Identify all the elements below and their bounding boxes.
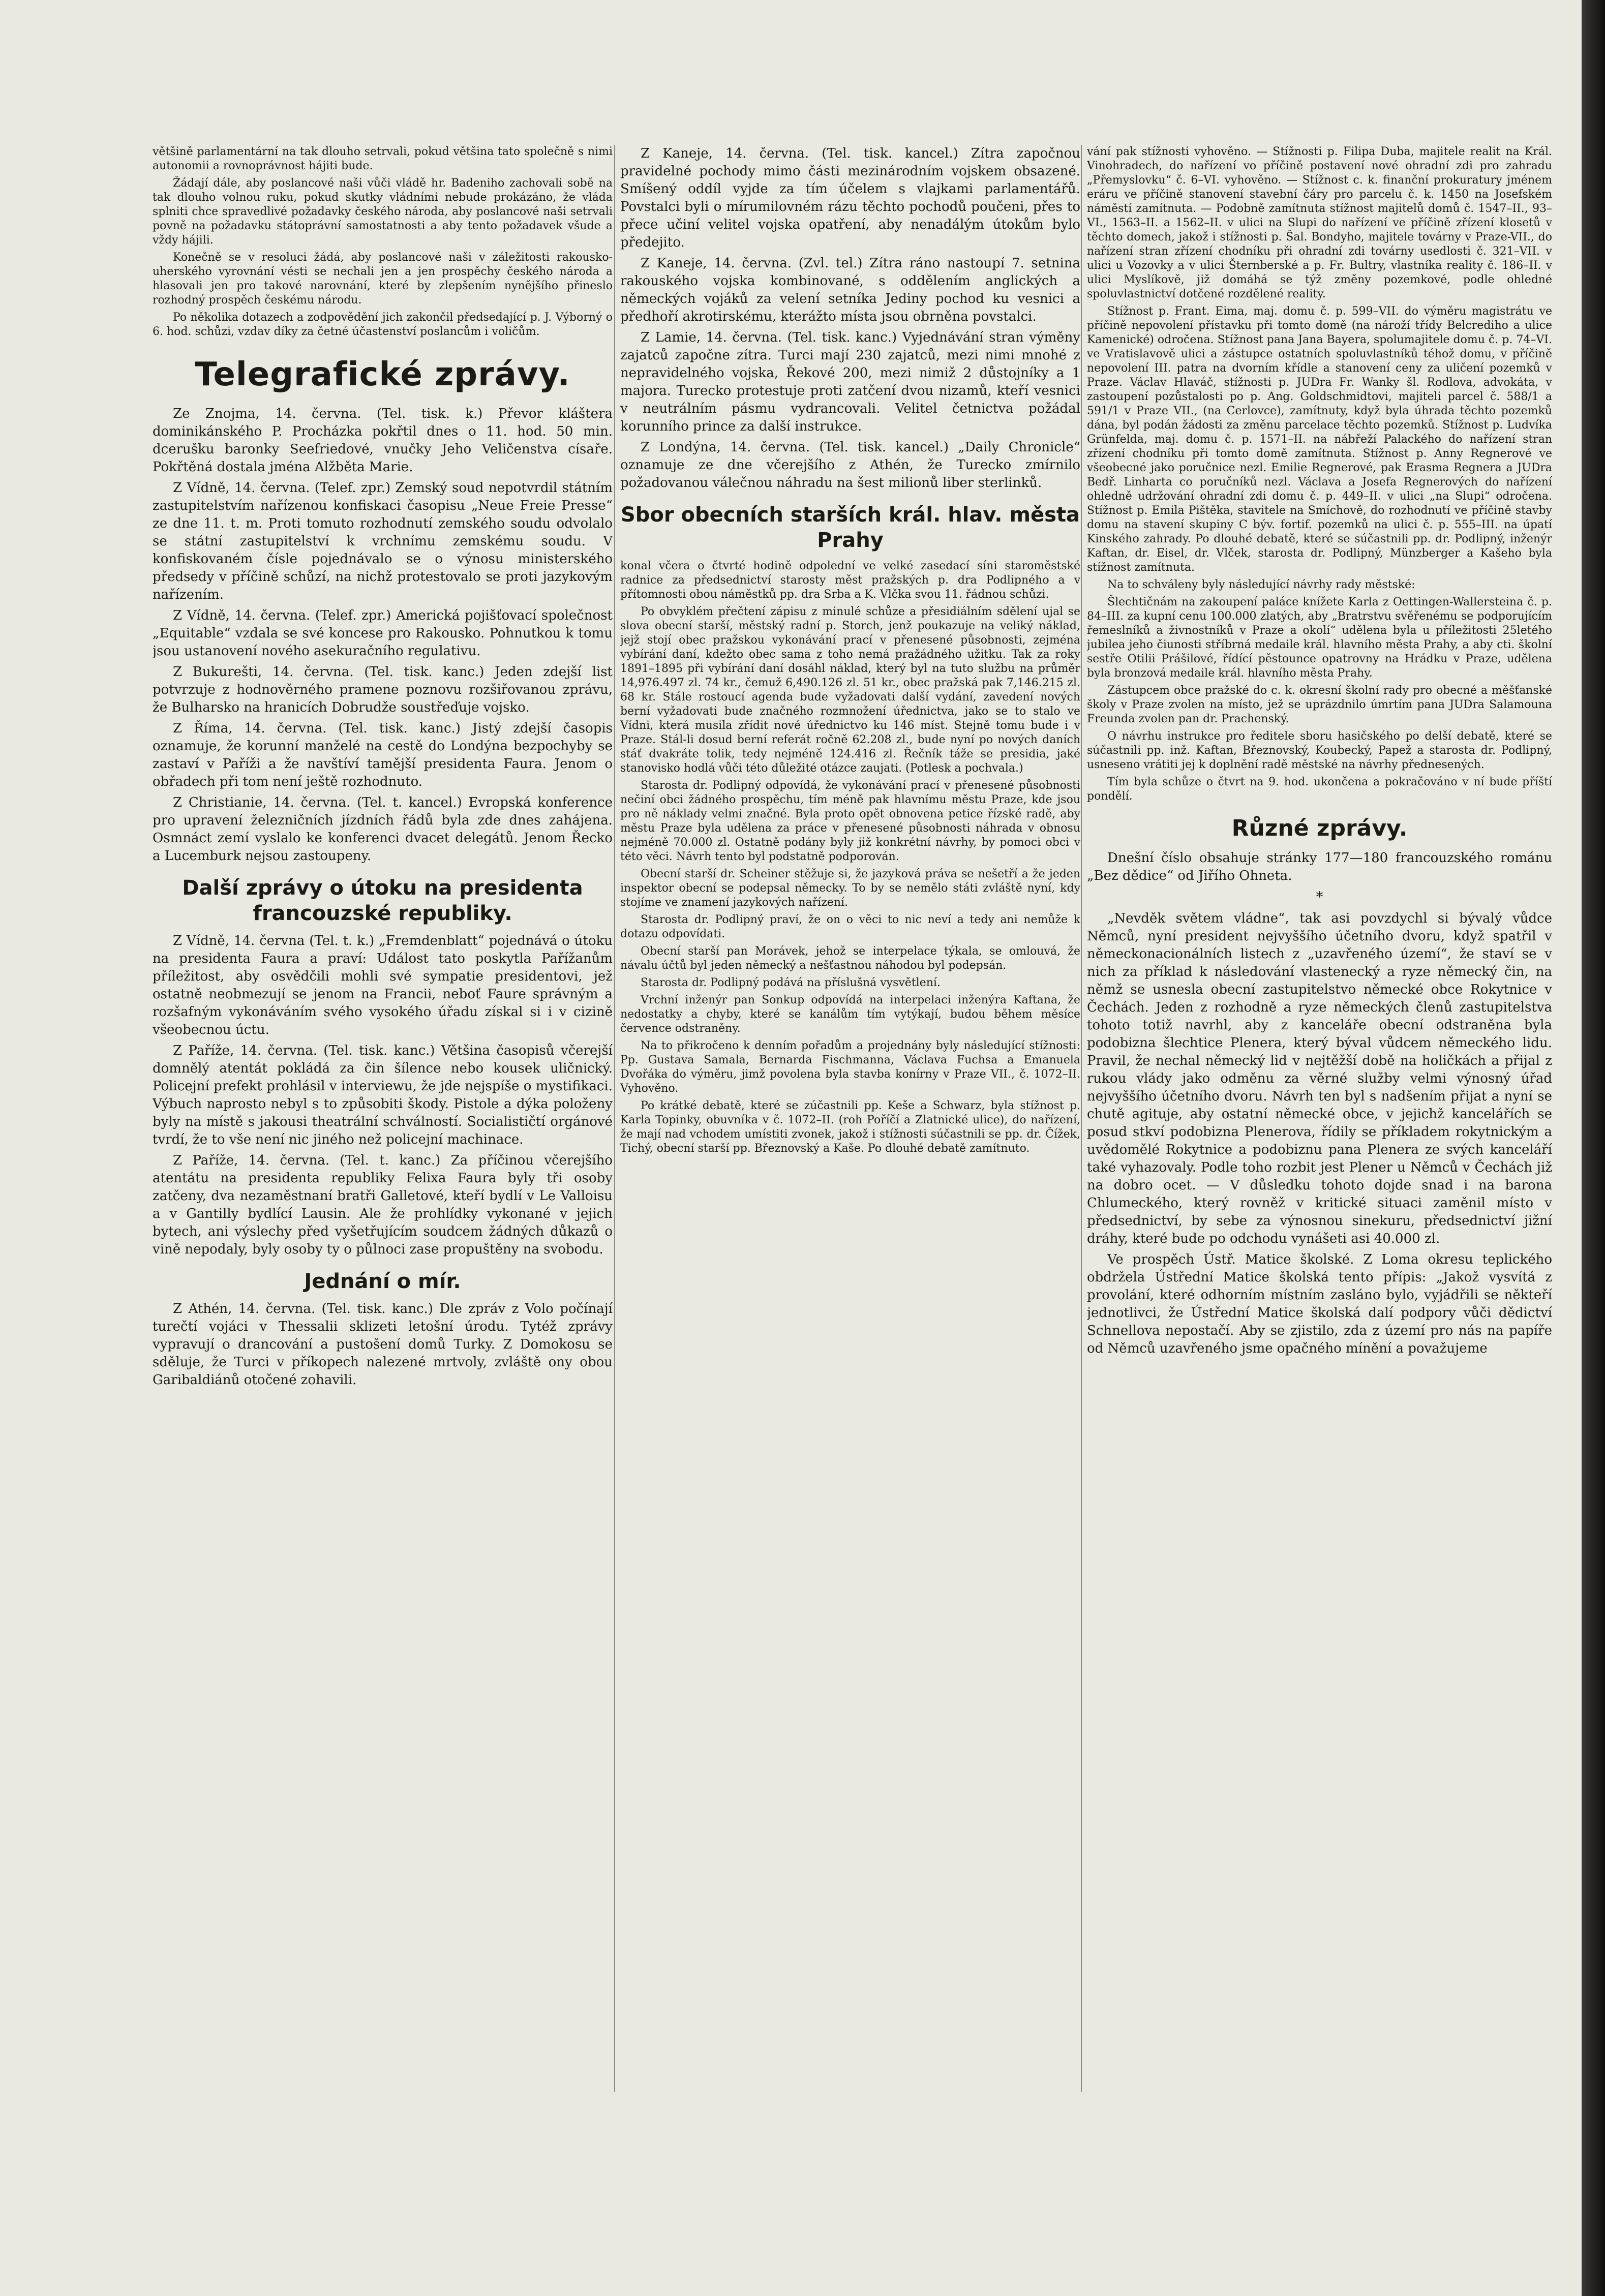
council-paragraph: Po obvyklém přečtení zápisu z minulé schůze a přesidiálním sdělení ujal se slova obecní starší, městský radní p. Storch, jenž poukazuje na veliký náklad, jejž stojí obec pražskou vykonávání prací v přenesené působnosti, zejména vybírání daní, kdežto obec sama z toho nemá pražádného užitku. Tak za roky 1891–1895 při vybírání daní dosáhl náklad, který byl na tuto službu na průměr 14,976.497 zl. 74 kr., čemuž 6,490.126 zl. 51 kr., obec pražská pak 7,146.215 zl. 68 kr. Stále rostoucí agenda bude vyžadovati další vydání, zavedení nových berní vyžadovati bude značného rozmnožení úřednictva, jako se to stalo ve Vídni, která musila zřídit nové úřednictvo ku 146 míst. Stejně tomu bude i v Praze. Stál-li dosud berní referát ročně 62.208 zl., bude nyní po nových daních stáť dvakráte tolik, tedy nejméně 124.416 zl. Řečník táže se presidia, jaké stanovisko hodlá vůči této důležité otázce zaujati. (Potlesk a pochvala.) bbox=[620, 605, 1080, 775]
council-paragraph: Na to přikročeno k denním pořadům a projednány byly následující stížnosti: Pp. Gustava Samala, Bernarda Fischmanna, Václava Fuchsa a Emanuela Dvořáka do výměru, jimž povolena byla stavba konírny v Praze VII., č. 1072–II. Vyhověno. bbox=[620, 1039, 1080, 1095]
news-item: Z Vídně, 14. června (Tel. t. k.) „Fremdenblatt“ pojednává o útoku na presidenta Faura a praví: Událost tato poskytla Pařížanům příležitost, aby osvědčili mohli své sympatie presidentovi, jež ostatně neobmezují se jenom na Francii, neboť Faure správným a rozšafným vykonáváním svého vysokého úřadu získal si i v cizině všeobecnou úctu. bbox=[153, 933, 613, 1037]
council-paragraph: Šlechtičnám na zakoupení paláce knížete Karla z Oettingen-Wallersteina č. p. 84–III. za kupní cenu 100.000 zlatých, aby „Bratrstvu svěřenému se podporujícím řemeslníků a živnostníků v Praze a okolí“ udělena byla u příležitosti 25letého jubilea jeho čiunosti stříbrná medaile král. hlavního města Prahy, a aby cti. školní sestře Otilii Prášilové, řídící pěstounce opatrovny na Hrádku v Praze, udělena byla bronzová medaile král. hlavního města Prahy. bbox=[1087, 596, 1552, 680]
council-paragraph: Starosta dr. Podlipný podává na příslušná vysvětlení. bbox=[641, 976, 941, 989]
council-paragraph: Starosta dr. Podlipný odpovídá, že vykonávání prací v přenesené působnosti nečiní obci žádného prospěchu, tím méně pak hlavnímu městu Praze, kde jsou pro ně náklady velmi značné. Byla proto opět obnovena petice řízské radě, aby městu Praze byla udělena za práce v přenesené působnosti náhrada v obnosu nejméně 70.000 zl. Ostatně podány byly již konkrétní návrhy, by pomoci obci v této věci. Návrh tento byl podstatně podporován. bbox=[620, 779, 1080, 863]
intro-paragraph: Žádají dále, aby poslancové naši vůči vládě hr. Badeniho zachovali sobě na tak dlouho volnou ruku, pokud skutky vládními nebude prokázáno, že vláda splniti chce spravedlivé požadavky českého národa, aby poslancové naši setrvali povně na požadavku státoprávní samostatnosti a aby tento požadavek všude a vždy hájili. bbox=[153, 177, 613, 247]
news-item: Ze Znojma, 14. června. (Tel. tisk. k.) Převor kláštera dominikánského P. Procházka pokřtil dnes o 11. hod. 50 min. dcerušku baronky Seefriedové, vnučky Jeho Veličenstva císaře. Pokřtěná dostala jména Alžběta Marie. bbox=[153, 406, 613, 475]
news-item: Z Kaneje, 14. června. (Zvl. tel.) Zítra ráno nastoupí 7. setnina rakouského vojska kombinované, s oddělením anglických a německých vojáků za velení setníka Jediny pochod ku vesnici a předhoří akrotirskému, kterážto místa jsou obrněna povstalci. bbox=[620, 256, 1080, 324]
council-paragraph: Po krátké debatě, které se zúčastnili pp. Keše a Schwarz, byla stížnost p. Karla Topinky, obuvníka v č. 1072–II. (roh Poříčí a Zlatnické ulice), do nařízení, že mají nad vchodem umístiti zvonek, jakož i stížnosti súčastnili se pp. dr. Čížek, Tichý, obecní starší pp. Březnovský a Kaše. Po dlouhé debatě zamítnuto. bbox=[620, 1099, 1080, 1155]
news-item: Z Vídně, 14. června. (Telef. zpr.) Americká pojišťovací společnost „Equitable“ vzdala se své koncese pro Rakousko. Pohnutkou k tomu jsou ustanovení nového asekuračního regulativu. bbox=[153, 608, 613, 659]
council-paragraph: Stížnost p. Frant. Eima, maj. domu č. p. 599–VII. do výměru magistrátu ve příčině nepovolení přístavku při tomto domě (na nároží třídy Belcrediho a ulice Kamenické) odročena. Stížnost pana Jana Bayera, spolumajitele domu č. p. 74–VI. ve Vratislavově ulici a zástupce ostatních spoluvlastníků téhož domu, v příčině nepovolení III. patra na dvorním křídle a stanovení ceny za uličení pozemků v Praze. Václav Hlaváč, stížnosti p. JUDra Fr. Wanky šl. Rodlova, advokáta, v zastoupení pozůstalosti po p. Ang. Goldschmidtovi, majiteli parcel č. 588/1 a 591/1 v Praze VII., (na Cerlovce), zamítnuty, když byla úhrada těchto pozemků dána, byl podán žádosti za změnu parcelace těchto pozemků. Stížnost p. Ludvíka Grünfelda, maj. domu č. p. 1571–II. na nábřeží Palackého do nařízení stran zřízení chodníku při tomto domě zamítnuta. Stížnost p. Anny Regnerové ve všeobecné jako poručnice nezl. Emilie Regnerové, pak Erasma Regnera a JUDra Bedř. Linharta co poručníků nezl. Václava a Josefa Regnerových do nařízení ohledně udržování ohradní zdi domu č. p. 449–II. v ulici „na Slupi“ odročena. Stížnost p. Emila Pištěka, stavitele na Smíchově, do rozhodnutí ve příčině stavby domu na stavení skupiny C býv. fortif. pozemků na ulici č. p. 555–III. na úpatí Kinského zahrady. Po dlouhé debatě, které se súčastnili pp. dr. Podlipný, inženýr Kaftan, dr. Eisel, dr. Vlček, starosta dr. Podlipný, Münzberger a Kašeho byla stížnost zamítnuta. bbox=[1087, 305, 1552, 574]
news-item: Z Lamie, 14. června. (Tel. tisk. kanc.) Vyjednávání stran výměny zajatců započne zítra. Turci mají 230 zajatců, mezi nimi mnohé z nepravidelného vojska, Řekové 200, mezi nimiž 2 důstojníky a 1 majora. Turecko protestuje proti zatčení dvou nizamů, kteří vesnici v neutrálním pásmu vydrancovali. Velitel četnictva požádal korunního prince za další instrukce. bbox=[620, 330, 1080, 434]
council-paragraph: Zástupcem obce pražské do c. k. okresní školní rady pro obecné a měšťanské školy v Praze zvolen na místo, jež se uprázdnilo úmrtím pana JUDra Salamouna Freunda zvolen pan dr. Prachenský. bbox=[1087, 684, 1552, 725]
news-item: Z Londýna, 14. června. (Tel. tisk. kancel.) „Daily Chronicle“ oznamuje ze dne včerejšího z Athén, že Turecko zmírnilo požadovanou válečnou náhradu na šest milionů liber sterlinků. bbox=[620, 440, 1080, 491]
intro-paragraph: Po několika dotazech a zodpovědění jich zakončil předsedající p. J. Výborný o 6. hod. schůzi, vzdav díky za četné účastenství poslancům i voličům. bbox=[153, 311, 613, 338]
news-item: Dnešní číslo obsahuje stránky 177—180 francouzského románu „Bez dědice“ od Jiřího Ohneta. bbox=[1087, 850, 1552, 883]
section-title-various: Různé zprávy. bbox=[1231, 815, 1408, 841]
news-item: Z Vídně, 14. června. (Telef. zpr.) Zemský soud nepotvrdil státním zastupitelstvím nařízenou konfiskaci časopisu „Neue Freie Presse“ ze dne 11. t. m. Proti tomuto rozhodnutí zemského soudu odvolalo se státní zastupitelství k vrchnímu zemskému soudu. V konfiskovaném čísle pojednávalo se o výnosu ministerského předsedy v příčině schůzí, na nichž protestovalo se proti jazykovým nařízením. bbox=[153, 480, 613, 602]
column-1 bbox=[153, 145, 613, 2092]
news-item: Z Bukurešti, 14. června. (Tel. tisk. kanc.) Jeden zdejší list potvrzuje z hodnověrného pramene poznovu rozšiřovanou zprávu, že Bulharsko na hranicích Dobrudže soustřeďuje vojsko. bbox=[153, 664, 613, 715]
column-rule-2 bbox=[1081, 145, 1082, 2092]
news-item: Z Athén, 14. června. (Tel. tisk. kanc.) Dle zpráv z Volo počínají turečtí vojáci v Thessalii sklizeti letošní úrodu. Tytéž zprávy vypravují o drancování a pustošení domů Turky. Z Domokosu se sděluje, že Turci v příkopech nalezené mrtvoly, zvláště ony obou Garibaldiánů otočené zohavili. bbox=[153, 1301, 613, 1388]
council-paragraph: Vrchní inženýr pan Sonkup odpovídá na interpelaci inženýra Kaftana, že nedostatky a chyby, které se kanálům tím vytýkají, budou během měsíce července odstraněny. bbox=[620, 994, 1080, 1035]
council-paragraph: Na to schváleny byly následující návrhy rady městské: bbox=[1107, 578, 1415, 591]
news-item: Z Paříže, 14. června. (Tel. t. kanc.) Za příčinou včerejšího atentátu na presidenta republiky Felixa Faura byly tři osoby zatčeny, dva nezaměstnaní bratři Galletové, kteří bydlí v Le Valloisu a v Gantilly bydlící Lausin. Ale že prohlídky vykonané v jejich bytech, ani výslechy před vyšetřujícím soudcem žádných důkazů o vině nepodaly, byly osoby ty o půlnoci zase propuštěny na svobodu. bbox=[153, 1153, 613, 1257]
news-item: Z Christianie, 14. června. (Tel. t. kancel.) Evropská konference pro upravení železničních jízdních řádů byla zde dnes zahájena. Osmnáct zemí vyslalo ke konferenci dvacet delegátů. Jenom Řecko a Lucemburk nejsou zastoupeny. bbox=[153, 795, 613, 864]
council-paragraph: Obecní starší pan Morávek, jehož se interpelace týkala, se omlouvá, že návalu účtů byl jeden německý a nešťastnou náhodou byl podepsán. bbox=[620, 945, 1080, 972]
section-title-attack: Další zprávy o útoku na presidenta francouzské republiky. bbox=[182, 876, 583, 925]
column-3 bbox=[1087, 145, 1552, 2092]
council-paragraph: O návrhu instrukce pro ředitele sboru hasičského po delší debatě, které se súčastnili pp. inž. Kaftan, Březnovský, Koubecký, Papež a starosta dr. Podlipný, usneseno vrátiti jej k doplnění radě městské na návrhy přednesených. bbox=[1087, 730, 1552, 771]
news-item: „Nevděk světem vládne“, tak asi povzdychl si bývalý vůdce Němců, nyní president nejvyššího účetního dvoru, když spatřil v německonacionálních listech z „uzavřeného území“, že staví se v nich za příklad k následování vlastenecký a ryze německý čin, na němž se usnesla obecní zastupitelstvo německé obce Rokytnice v Čechách. Jeden z rozhodně a ryze německých členů zastupitelstva tohoto totiž navrhl, aby z kanceláře obecní odstraněna byla podobizna šlechtice Plenera, který býval vůdcem německého lidu. Pravil, že nechal německý lid v nejtěžší době na holičkách a přijal z rukou vlády jako odměnu za věrné služby velmi výnosný úřad nejvyššího účetního dvoru. Návrh ten byl s nadšením přijat a nyní se chutě agituje, aby ostatní německé obce, v jejichž kancelářích se posud stkví podobizna Plenerova, řídily se příkladem rokytnickým a uvědomělé Rokytnice a podobiznu pana Plenera ze svých kanceláří také vyhazovaly. Podle toho rozbit jest Plener u Němců v Čechách již na dobro ocet. — V důsledku tohoto dojde snad i na barona Chlumeckého, který rovněž v kritické situaci zaměnil místo v předsednictví, by sebe za výnosnou sinekuru, předsednictví jižní dráhy, které bude po odchodu vynášeti asi 40.000 zl. bbox=[1087, 911, 1552, 1246]
council-paragraph: Starosta dr. Podlipný praví, že on o věci to nic neví a tedy ani nemůže k dotazu odpovídati. bbox=[620, 913, 1080, 940]
column-rule-1 bbox=[614, 145, 615, 2092]
section-title-council: Sbor obecních starších král. hlav. města Prahy bbox=[620, 503, 1080, 552]
news-item: Z Paříže, 14. června. (Tel. tisk. kanc.) Většina časopisů včerejší domnělý atentát pokládá za čin šílence nebo kousek uličnický. Policejní prefekt prohlásil v interviewu, že jde nejspíše o mystifikaci. Výbuch naprosto nebyl s to způsobiti škody. Pistole a dýka položeny byly na místě s jakousi theatrální schválností. Socialističtí orgánové tvrdí, že to vše není nic jiného než policejní machinace. bbox=[153, 1043, 613, 1147]
separator-star: * bbox=[1316, 889, 1323, 905]
news-item: Z Říma, 14. června. (Tel. tisk. kanc.) Jistý zdejší časopis oznamuje, že korunní manželé na cestě do Londýna bezpochyby se zastaví v Paříži a že navštíví tamější presidenta Faura. Jenom o obřadech při tom není ještě rozhodnuto. bbox=[153, 721, 613, 789]
page-edge-shadow bbox=[1582, 0, 1605, 2296]
section-title-peace: Jednání o mír. bbox=[304, 1270, 461, 1293]
column-2 bbox=[620, 145, 1080, 2092]
council-paragraph: konal včera o čtvrté hodině odpolední ve velké zasedací síni staroměstské radnice za předsednictví starosty měst pražských p. dra Podlipného a v přítomnosti obou náměstků pp. dra Srba a K. Vlčka svou 11. řádnou schůzi. bbox=[620, 560, 1080, 601]
news-item: Ve prospěch Ústř. Matice školské. Z Loma okresu teplického obdržela Ústřední Matice školská tento přípis: „Jakož vysvítá z provolání, které odhorním místním zasláno bylo, vyjádřili se někteří jednotlivci, že Ústřední Matice školská dalí podpory vůči dědictví Schnellova nepostačí. Aby se zjistilo, zda z území pro nás na papíře od Němců uzavřeného jsme opačného mínění a považujeme bbox=[1087, 1252, 1552, 1356]
council-paragraph: Obecní starší dr. Scheiner stěžuje si, že jazyková práva se nešetří a že jeden inspektor obecní se podepsal německy. To by se nemělo státi zvláště nyní, kdy stojíme ve znamení jazykových nařízení. bbox=[620, 868, 1080, 909]
section-title-telegraphic: Telegrafické zprávy. bbox=[195, 356, 570, 393]
news-item: Z Kaneje, 14. června. (Tel. tisk. kancel.) Zítra započnou pravidelné pochody mimo části mezinárodním vojskem obsazené. Smíšený oddíl vyjde za tím účelem s vlajkami parlamentářů. Povstalci byli o mírumilovném rázu těchto pochodů poučeni, přes to přece učiní velitel vojska opatření, aby nenadálým útokům bylo předejito. bbox=[620, 146, 1080, 250]
council-paragraph: Tím byla schůze o čtvrt na 9. hod. ukončena a pokračováno v ní bude příští pondělí. bbox=[1087, 776, 1552, 803]
council-paragraph: vání pak stížnosti vyhověno. — Stížnosti p. Filipa Duba, majitele realit na Král. Vinohradech, do nařízení vo příčině postavení nové ohradní zdi pro zahradu „Přemyslovku“ č. 6–VI. vyhověno. — Stížnost c. k. finanční prokuratury jménem eráru ve příčině stanovení stavební čáry pro parcelu č. k. 1450 na Josefském náměstí zamítnuta. — Podobně zamítnuta stížnost majitelů domů č. 1547–II., 93–VI., 1563–II. a 1562–II. v ulici na Slupi do nařízení ve příčině zřízení klosetů v těchto domech, jakož i stížnosti p. Šal. Bondyho, majitele továrny v Praze-VII., do nařízení stran zřízení chodníku při ohradní zdi továrny usedlosti č. 321–VII. v ulici u Vozovky a v ulici Šternberské a p. Fr. Bultry, vlastníka reality č. 186–II. v ulici Myslíkově, již domáhá se týž změny pozemkové, podle ohledné spoluvlastnictví dotčené rozdělené reality. bbox=[1087, 145, 1552, 300]
intro-paragraph: Konečně se v resoluci žádá, aby poslancové naši v záležitosti rakousko-uherského vyrovnání vésti se nechali jen a jen prospěchy českého národa a hlasovali jen pro takové narovnání, které by zlepšením nynějšího přineslo rozhodný prospěch českému národu. bbox=[153, 251, 613, 307]
intro-paragraph: většině parlamentární na tak dlouho setrvali, pokud většina tato společně s nimi autonomii a rovnoprávnost hájiti bude. bbox=[153, 145, 613, 172]
